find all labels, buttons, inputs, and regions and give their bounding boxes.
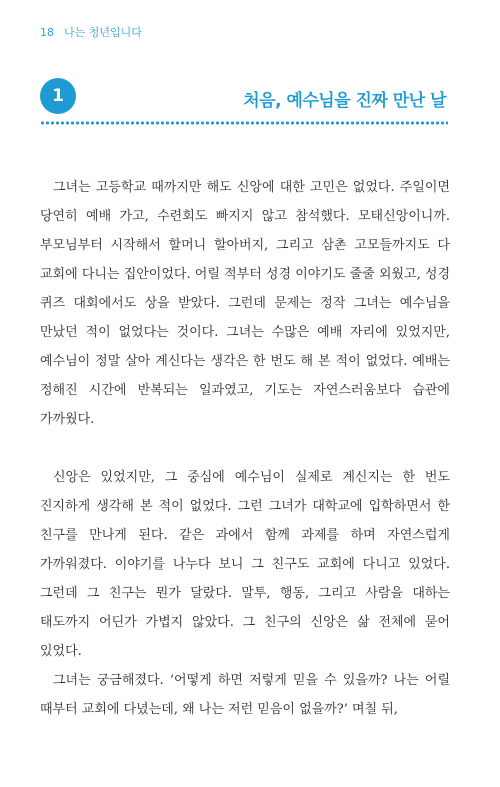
body-text bbox=[40, 173, 450, 724]
chapter-header bbox=[40, 78, 450, 118]
book-title: 나는 청년입니다 bbox=[64, 26, 142, 39]
paragraph: 그녀는 고등학교 때까지만 해도 신앙에 대한 고민은 없었다. 주일이면 당연히 예배 가고, 수련회도 빠지지 않고 참석했다. 모태신앙이니까. 부모님부터 시작해서 할머니 할아버지, 그리고 삼촌 고모들까지도 다 교회에 다니는 집안이었다. 어릴 적부터 성경 이야기도 줄줄 외웠고, 성경 퀴즈 대회에서도 상을 받았다. 그런데 문제는 정작 그녀는 예수님을 만났던 적이 없었다는 것이다. 그녀는 수많은 예배 자리에 있었지만, 예수님이 정말 살아 계신다는 생각은 한 번도 해 본 적이 없었다. 예배는 정해진 시간에 반복되는 일과였고, 기도는 자연스러움보다 습관에 가까웠다. bbox=[40, 180, 450, 427]
chapter-title: 처음, 예수님을 진짜 만난 날 bbox=[243, 91, 446, 111]
running-head bbox=[40, 24, 142, 40]
chapter-number-badge: 1 bbox=[40, 78, 76, 114]
dotted-divider bbox=[40, 121, 448, 125]
paragraph: 그녀는 궁금해졌다. ‘어떻게 하면 저렇게 믿을 수 있을까? 나는 어릴 때부터 교회에 다녔는데, 왜 나는 저런 믿음이 없을까?’ 며칠 뒤, bbox=[40, 673, 450, 717]
page-number: 18 bbox=[40, 26, 54, 39]
paragraph: 신앙은 있었지만, 그 중심에 예수님이 실제로 계신지는 한 번도 진지하게 생각해 본 적이 없었다. 그런 그녀가 대학교에 입학하면서 한 친구를 만나게 된다. 같은 과에서 함께 과제를 하며 자연스럽게 가까워졌다. 이야기를 나누다 보니 그 친구도 교회에 다니고 있었다. 그런데 그 친구는 뭔가 달랐다. 말투, 행동, 그리고 사람을 대하는 태도까지 어딘가 가볍지 않았다. 그 친구의 신앙은 삶 전체에 묻어 있었다. bbox=[40, 470, 450, 659]
